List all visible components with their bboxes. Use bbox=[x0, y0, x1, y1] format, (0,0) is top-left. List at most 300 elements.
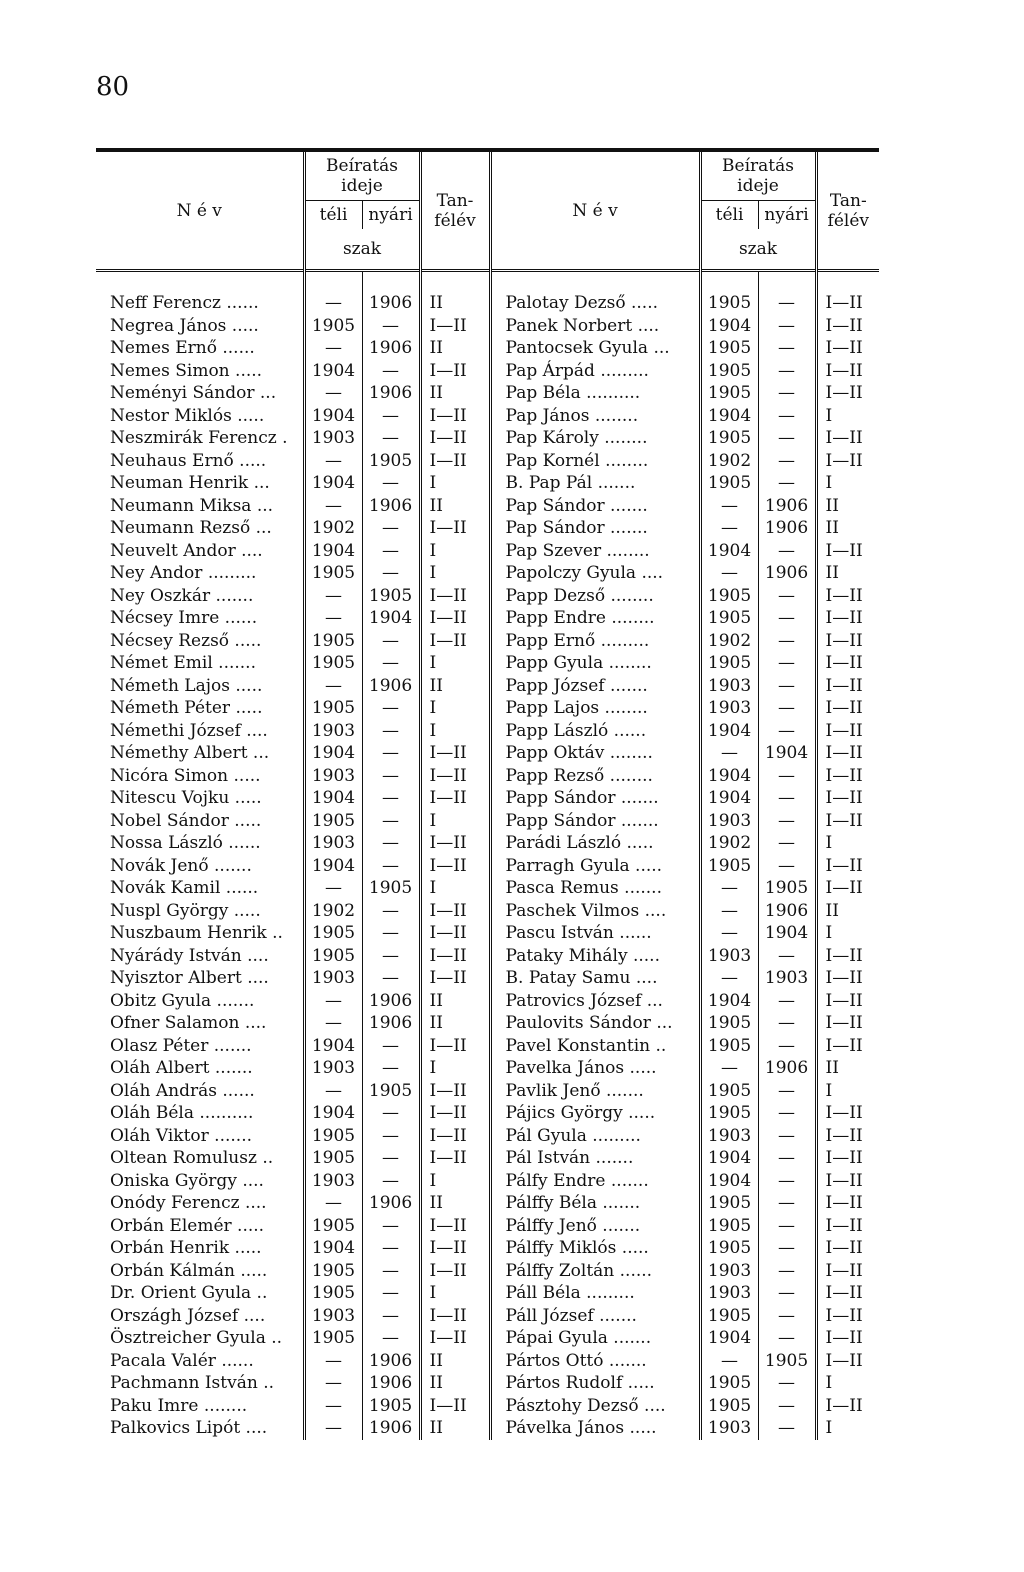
right-winter-year: 1902 bbox=[700, 832, 758, 855]
right-semester: I—II bbox=[816, 337, 879, 360]
table-row bbox=[96, 607, 879, 630]
right-student-name: Pártos Rudolf ..... bbox=[490, 1372, 700, 1395]
right-winter-year: — bbox=[700, 900, 758, 923]
left-summer-year: — bbox=[362, 765, 420, 788]
left-summer-year: 1906 bbox=[362, 495, 420, 518]
right-semester: I—II bbox=[816, 1147, 879, 1170]
table-row bbox=[96, 900, 879, 923]
right-student-name: Pantocsek Gyula ... bbox=[490, 337, 700, 360]
right-winter-year: 1905 bbox=[700, 1305, 758, 1328]
header-tanfelev-left bbox=[420, 150, 490, 271]
left-student-name: Novák Jenő ....... bbox=[110, 855, 252, 876]
left-winter-year: 1903 bbox=[304, 832, 362, 855]
table-row bbox=[96, 877, 879, 900]
left-winter-year: 1903 bbox=[304, 765, 362, 788]
right-winter-year: 1904 bbox=[700, 787, 758, 810]
table-row bbox=[96, 1057, 879, 1080]
right-winter-year: 1905 bbox=[700, 427, 758, 450]
right-semester: I bbox=[816, 922, 879, 945]
right-winter-year: 1904 bbox=[700, 315, 758, 338]
header-tan-label: Tan- bbox=[829, 190, 867, 211]
right-semester: I bbox=[816, 1417, 879, 1440]
left-semester: II bbox=[420, 1192, 490, 1215]
right-summer-year: — bbox=[758, 1417, 816, 1440]
left-winter-year: 1905 bbox=[304, 1260, 362, 1283]
table-row bbox=[96, 1012, 879, 1035]
left-winter-year: 1905 bbox=[304, 697, 362, 720]
right-student-name: Pap Sándor ....... bbox=[490, 517, 700, 540]
left-student-name: Orbán Kálmán ..... bbox=[110, 1260, 268, 1281]
left-winter-year: — bbox=[304, 990, 362, 1013]
right-winter-year: 1905 bbox=[700, 855, 758, 878]
right-semester: I—II bbox=[816, 450, 879, 473]
right-student-name: Papp László ...... bbox=[490, 720, 700, 743]
header-beiratas-label: Beíratás bbox=[326, 156, 398, 176]
right-semester: I—II bbox=[816, 877, 879, 900]
right-summer-year: — bbox=[758, 1012, 816, 1035]
left-student-name: Oniska György .... bbox=[110, 1170, 264, 1191]
right-summer-year: — bbox=[758, 1372, 816, 1395]
left-semester: I bbox=[420, 697, 490, 720]
left-summer-year: — bbox=[362, 1170, 420, 1193]
left-winter-year: 1905 bbox=[304, 1327, 362, 1350]
right-student-name: Papp Endre ........ bbox=[490, 607, 700, 630]
right-winter-year: 1904 bbox=[700, 540, 758, 563]
right-summer-year: — bbox=[758, 450, 816, 473]
table-row bbox=[96, 1125, 879, 1148]
left-summer-year: — bbox=[362, 1305, 420, 1328]
left-summer-year: — bbox=[362, 405, 420, 428]
left-winter-year: 1903 bbox=[304, 967, 362, 990]
header-ideje-label: ideje bbox=[341, 176, 383, 196]
right-winter-year: 1905 bbox=[700, 1237, 758, 1260]
left-winter-year: 1902 bbox=[304, 517, 362, 540]
left-student-name: Nyisztor Albert .... bbox=[110, 968, 269, 988]
table-row bbox=[96, 675, 879, 698]
left-summer-year: — bbox=[362, 1102, 420, 1125]
left-winter-year: 1904 bbox=[304, 472, 362, 495]
right-winter-year: — bbox=[700, 742, 758, 765]
table-row bbox=[96, 787, 879, 810]
table-row bbox=[96, 1395, 879, 1418]
left-student-name: Németh Péter ..... bbox=[110, 698, 263, 718]
left-student-name: Nobel Sándor ..... bbox=[110, 810, 262, 831]
left-student-name: Nuspl György ..... bbox=[110, 900, 261, 921]
right-summer-year: — bbox=[758, 1192, 816, 1215]
left-summer-year: — bbox=[362, 1282, 420, 1305]
right-student-name: Papp Sándor ....... bbox=[490, 787, 700, 810]
table-row bbox=[96, 1305, 879, 1328]
right-winter-year: 1904 bbox=[700, 405, 758, 428]
right-winter-year: 1903 bbox=[700, 675, 758, 698]
right-summer-year: — bbox=[758, 990, 816, 1013]
right-winter-year: 1905 bbox=[700, 1395, 758, 1418]
left-semester: II bbox=[420, 990, 490, 1013]
table-row bbox=[96, 1260, 879, 1283]
left-semester: I—II bbox=[420, 922, 490, 945]
left-semester: I—II bbox=[420, 855, 490, 878]
left-student-name: Negrea János ..... bbox=[110, 315, 259, 336]
left-student-name: Dr. Orient Gyula .. bbox=[110, 1283, 268, 1303]
right-student-name: Papp Sándor ....... bbox=[490, 810, 700, 833]
table-row bbox=[96, 472, 879, 495]
left-winter-year: — bbox=[304, 1080, 362, 1103]
right-semester: I—II bbox=[816, 1350, 879, 1373]
right-student-name: Palotay Dezső ..... bbox=[490, 292, 700, 315]
left-summer-year: — bbox=[362, 1035, 420, 1058]
right-student-name: Pásztohy Dezső .... bbox=[490, 1395, 700, 1418]
right-semester: I—II bbox=[816, 720, 879, 743]
left-semester: I—II bbox=[420, 1147, 490, 1170]
right-summer-year: — bbox=[758, 697, 816, 720]
left-summer-year: — bbox=[362, 967, 420, 990]
header-beiratas-left bbox=[304, 150, 420, 201]
table-row bbox=[96, 967, 879, 990]
right-winter-year: 1902 bbox=[700, 450, 758, 473]
right-semester: I—II bbox=[816, 1260, 879, 1283]
left-student-name: Nécsey Rezső ..... bbox=[110, 630, 262, 651]
right-student-name: Parádi László ..... bbox=[490, 832, 700, 855]
right-summer-year: — bbox=[758, 652, 816, 675]
table-row bbox=[96, 1170, 879, 1193]
table-row bbox=[96, 1417, 879, 1440]
right-semester: I—II bbox=[816, 315, 879, 338]
right-semester: I—II bbox=[816, 360, 879, 383]
right-student-name: Pájics György ..... bbox=[490, 1102, 700, 1125]
left-semester: I—II bbox=[420, 1102, 490, 1125]
left-student-name: Németh Lajos ..... bbox=[110, 675, 263, 696]
header-name-right: N é v bbox=[490, 150, 700, 271]
right-winter-year: 1905 bbox=[700, 1102, 758, 1125]
left-student-name: Paku Imre ........ bbox=[110, 1395, 248, 1416]
left-summer-year: 1906 bbox=[362, 337, 420, 360]
right-student-name: Pápai Gyula ....... bbox=[490, 1327, 700, 1350]
left-winter-year: 1905 bbox=[304, 562, 362, 585]
left-summer-year: — bbox=[362, 562, 420, 585]
table-row bbox=[96, 1327, 879, 1350]
right-semester: I—II bbox=[816, 1215, 879, 1238]
left-summer-year: — bbox=[362, 427, 420, 450]
left-student-name: Nossa László ...... bbox=[110, 833, 261, 853]
left-summer-year: — bbox=[362, 630, 420, 653]
table-row bbox=[96, 292, 879, 315]
right-student-name: Paschek Vilmos .... bbox=[490, 900, 700, 923]
right-student-name: Papolczy Gyula .... bbox=[490, 562, 700, 585]
left-student-name: Orbán Henrik ..... bbox=[110, 1238, 262, 1258]
right-winter-year: 1904 bbox=[700, 990, 758, 1013]
left-semester: I—II bbox=[420, 967, 490, 990]
left-summer-year: — bbox=[362, 652, 420, 675]
right-summer-year: — bbox=[758, 405, 816, 428]
table-row bbox=[96, 585, 879, 608]
left-winter-year: 1905 bbox=[304, 1282, 362, 1305]
right-semester: I—II bbox=[816, 382, 879, 405]
left-student-name: Némethy Albert ... bbox=[110, 743, 270, 763]
right-semester: I—II bbox=[816, 945, 879, 968]
right-student-name: Pávelka János ..... bbox=[490, 1417, 700, 1440]
left-winter-year: 1905 bbox=[304, 945, 362, 968]
right-student-name: Pap Béla .......... bbox=[490, 382, 700, 405]
right-winter-year: 1903 bbox=[700, 1417, 758, 1440]
header-nyari-right: nyári bbox=[758, 201, 816, 230]
right-semester: I—II bbox=[816, 855, 879, 878]
right-winter-year: 1905 bbox=[700, 472, 758, 495]
left-winter-year: 1904 bbox=[304, 787, 362, 810]
left-semester: I—II bbox=[420, 1080, 490, 1103]
left-semester: I—II bbox=[420, 427, 490, 450]
left-winter-year: — bbox=[304, 1350, 362, 1373]
right-winter-year: 1905 bbox=[700, 1215, 758, 1238]
left-summer-year: 1904 bbox=[362, 607, 420, 630]
left-semester: I bbox=[420, 810, 490, 833]
left-student-name: Nuszbaum Henrik .. bbox=[110, 923, 283, 943]
left-student-name: Nécsey Imre ...... bbox=[110, 608, 258, 628]
right-summer-year: 1906 bbox=[758, 900, 816, 923]
left-student-name: Palkovics Lipót .... bbox=[110, 1418, 268, 1438]
left-summer-year: 1906 bbox=[362, 1417, 420, 1440]
left-summer-year: — bbox=[362, 360, 420, 383]
left-summer-year: — bbox=[362, 900, 420, 923]
right-winter-year: 1905 bbox=[700, 292, 758, 315]
left-semester: I—II bbox=[420, 1327, 490, 1350]
right-winter-year: 1905 bbox=[700, 652, 758, 675]
left-semester: II bbox=[420, 675, 490, 698]
right-summer-year: — bbox=[758, 765, 816, 788]
right-winter-year: 1905 bbox=[700, 382, 758, 405]
left-summer-year: 1906 bbox=[362, 1192, 420, 1215]
right-winter-year: — bbox=[700, 967, 758, 990]
left-student-name: Neuhaus Ernő ..... bbox=[110, 450, 267, 471]
right-student-name: B. Pap Pál ....... bbox=[490, 472, 700, 495]
left-student-name: Orbán Elemér ..... bbox=[110, 1215, 265, 1236]
left-semester: I—II bbox=[420, 360, 490, 383]
left-student-name: Ofner Salamon .... bbox=[110, 1013, 267, 1033]
right-student-name: Papp Gyula ........ bbox=[490, 652, 700, 675]
left-semester: II bbox=[420, 1350, 490, 1373]
registration-table bbox=[96, 148, 879, 1440]
right-semester: I—II bbox=[816, 1125, 879, 1148]
left-semester: I—II bbox=[420, 1395, 490, 1418]
right-semester: I—II bbox=[816, 1395, 879, 1418]
right-summer-year: 1905 bbox=[758, 877, 816, 900]
left-winter-year: — bbox=[304, 585, 362, 608]
left-summer-year: — bbox=[362, 472, 420, 495]
left-semester: I bbox=[420, 1057, 490, 1080]
right-student-name: Pap János ........ bbox=[490, 405, 700, 428]
right-winter-year: — bbox=[700, 1350, 758, 1373]
right-student-name: Papp Rezső ........ bbox=[490, 765, 700, 788]
left-semester: II bbox=[420, 1372, 490, 1395]
right-summer-year: — bbox=[758, 1305, 816, 1328]
right-student-name: Pál István ....... bbox=[490, 1147, 700, 1170]
left-semester: I—II bbox=[420, 1260, 490, 1283]
left-semester: I—II bbox=[420, 1035, 490, 1058]
right-summer-year: — bbox=[758, 1237, 816, 1260]
table-row bbox=[96, 720, 879, 743]
table-row bbox=[96, 1147, 879, 1170]
table-header bbox=[96, 150, 879, 292]
right-student-name: Pap Árpád ......... bbox=[490, 360, 700, 383]
left-summer-year: 1906 bbox=[362, 990, 420, 1013]
left-summer-year: 1905 bbox=[362, 877, 420, 900]
right-semester: I—II bbox=[816, 967, 879, 990]
left-student-name: Neszmirák Ferencz . bbox=[110, 428, 288, 448]
right-student-name: Pap Károly ........ bbox=[490, 427, 700, 450]
left-student-name: Neuvelt Andor .... bbox=[110, 540, 263, 561]
right-summer-year: — bbox=[758, 1080, 816, 1103]
table-row bbox=[96, 540, 879, 563]
left-winter-year: 1903 bbox=[304, 720, 362, 743]
left-summer-year: — bbox=[362, 922, 420, 945]
left-winter-year: 1902 bbox=[304, 900, 362, 923]
right-student-name: Pavel Konstantin .. bbox=[490, 1035, 700, 1058]
left-summer-year: — bbox=[362, 742, 420, 765]
left-winter-year: — bbox=[304, 495, 362, 518]
left-summer-year: — bbox=[362, 1215, 420, 1238]
right-winter-year: 1903 bbox=[700, 697, 758, 720]
right-summer-year: — bbox=[758, 855, 816, 878]
right-summer-year: — bbox=[758, 630, 816, 653]
left-winter-year: — bbox=[304, 1395, 362, 1418]
left-summer-year: — bbox=[362, 1057, 420, 1080]
right-winter-year: 1903 bbox=[700, 945, 758, 968]
left-summer-year: 1905 bbox=[362, 585, 420, 608]
right-semester: I—II bbox=[816, 1327, 879, 1350]
left-summer-year: — bbox=[362, 1237, 420, 1260]
header-name-left: N é v bbox=[96, 150, 304, 271]
header-teli-right: téli bbox=[700, 201, 758, 230]
right-summer-year: — bbox=[758, 1215, 816, 1238]
left-student-name: Nitescu Vojku ..... bbox=[110, 788, 262, 808]
right-student-name: Pálffy Miklós ..... bbox=[490, 1237, 700, 1260]
right-winter-year: 1904 bbox=[700, 720, 758, 743]
left-semester: I—II bbox=[420, 450, 490, 473]
left-student-name: Oltean Romulusz .. bbox=[110, 1148, 274, 1168]
left-student-name: Pacala Valér ...... bbox=[110, 1350, 254, 1371]
table-row bbox=[96, 450, 879, 473]
table-row bbox=[96, 315, 879, 338]
table-row bbox=[96, 1102, 879, 1125]
left-winter-year: — bbox=[304, 382, 362, 405]
left-semester: I—II bbox=[420, 1237, 490, 1260]
right-semester: I—II bbox=[816, 1305, 879, 1328]
left-student-name: Nestor Miklós ..... bbox=[110, 405, 265, 426]
right-student-name: B. Patay Samu .... bbox=[490, 967, 700, 990]
right-semester: I bbox=[816, 405, 879, 428]
header-tanfelev-right bbox=[816, 150, 879, 271]
right-student-name: Pálfy Endre ....... bbox=[490, 1170, 700, 1193]
left-winter-year: 1904 bbox=[304, 742, 362, 765]
right-winter-year: 1904 bbox=[700, 765, 758, 788]
left-student-name: Nemes Simon ..... bbox=[110, 360, 263, 381]
left-semester: II bbox=[420, 1417, 490, 1440]
table-row bbox=[96, 360, 879, 383]
left-student-name: Olasz Péter ....... bbox=[110, 1035, 252, 1056]
right-winter-year: — bbox=[700, 495, 758, 518]
right-summer-year: 1904 bbox=[758, 922, 816, 945]
left-winter-year: 1903 bbox=[304, 427, 362, 450]
header-nyari-left: nyári bbox=[362, 201, 420, 230]
left-student-name: Neff Ferencz ...... bbox=[110, 293, 259, 313]
left-semester: I bbox=[420, 877, 490, 900]
left-summer-year: — bbox=[362, 810, 420, 833]
right-summer-year: — bbox=[758, 607, 816, 630]
left-student-name: Oláh András ...... bbox=[110, 1080, 255, 1101]
right-student-name: Pálffy Béla ....... bbox=[490, 1192, 700, 1215]
left-student-name: Országh József .... bbox=[110, 1305, 266, 1326]
left-summer-year: — bbox=[362, 855, 420, 878]
left-student-name: Oláh Béla .......... bbox=[110, 1103, 254, 1123]
left-student-name: Ney Andor ......... bbox=[110, 563, 257, 583]
right-student-name: Pavlik Jenő ....... bbox=[490, 1080, 700, 1103]
left-summer-year: — bbox=[362, 1125, 420, 1148]
right-semester: I bbox=[816, 472, 879, 495]
left-student-name: Német Emil ....... bbox=[110, 653, 256, 673]
left-semester: I—II bbox=[420, 315, 490, 338]
left-winter-year: — bbox=[304, 1372, 362, 1395]
header-szak-right: szak bbox=[700, 229, 816, 271]
header-tan-label: Tan- bbox=[436, 190, 474, 211]
right-winter-year: 1905 bbox=[700, 585, 758, 608]
left-semester: II bbox=[420, 1012, 490, 1035]
left-summer-year: 1906 bbox=[362, 1012, 420, 1035]
right-semester: II bbox=[816, 495, 879, 518]
right-winter-year: 1905 bbox=[700, 607, 758, 630]
right-winter-year: 1905 bbox=[700, 1080, 758, 1103]
left-semester: I bbox=[420, 540, 490, 563]
left-semester: I—II bbox=[420, 405, 490, 428]
right-summer-year: — bbox=[758, 720, 816, 743]
left-winter-year: 1903 bbox=[304, 1170, 362, 1193]
table-row bbox=[96, 697, 879, 720]
left-semester: I—II bbox=[420, 787, 490, 810]
right-summer-year: — bbox=[758, 1395, 816, 1418]
left-winter-year: 1904 bbox=[304, 540, 362, 563]
left-semester: I—II bbox=[420, 945, 490, 968]
left-student-name: Oláh Albert ....... bbox=[110, 1058, 253, 1078]
right-summer-year: — bbox=[758, 832, 816, 855]
left-winter-year: 1905 bbox=[304, 1125, 362, 1148]
right-student-name: Pálffy Zoltán ...... bbox=[490, 1260, 700, 1283]
right-summer-year: 1906 bbox=[758, 562, 816, 585]
left-semester: I bbox=[420, 1170, 490, 1193]
left-summer-year: — bbox=[362, 787, 420, 810]
right-student-name: Pártos Ottó ....... bbox=[490, 1350, 700, 1373]
left-student-name: Nemes Ernő ...... bbox=[110, 338, 255, 358]
left-student-name: Novák Kamil ...... bbox=[110, 878, 259, 898]
right-semester: II bbox=[816, 900, 879, 923]
right-summer-year: — bbox=[758, 292, 816, 315]
right-student-name: Papp Ernő ......... bbox=[490, 630, 700, 653]
right-semester: II bbox=[816, 517, 879, 540]
right-winter-year: 1905 bbox=[700, 360, 758, 383]
left-semester: II bbox=[420, 495, 490, 518]
header-felev-label: félév bbox=[827, 210, 870, 231]
left-semester: I—II bbox=[420, 1305, 490, 1328]
right-winter-year: — bbox=[700, 922, 758, 945]
table-row bbox=[96, 630, 879, 653]
right-semester: I—II bbox=[816, 990, 879, 1013]
right-semester: I—II bbox=[816, 1282, 879, 1305]
right-winter-year: — bbox=[700, 877, 758, 900]
right-summer-year: 1906 bbox=[758, 517, 816, 540]
right-semester: I—II bbox=[816, 427, 879, 450]
right-student-name: Patrovics József ... bbox=[490, 990, 700, 1013]
right-winter-year: 1905 bbox=[700, 1372, 758, 1395]
right-summer-year: — bbox=[758, 1282, 816, 1305]
left-student-name: Oláh Viktor ....... bbox=[110, 1125, 253, 1146]
table-row bbox=[96, 1035, 879, 1058]
